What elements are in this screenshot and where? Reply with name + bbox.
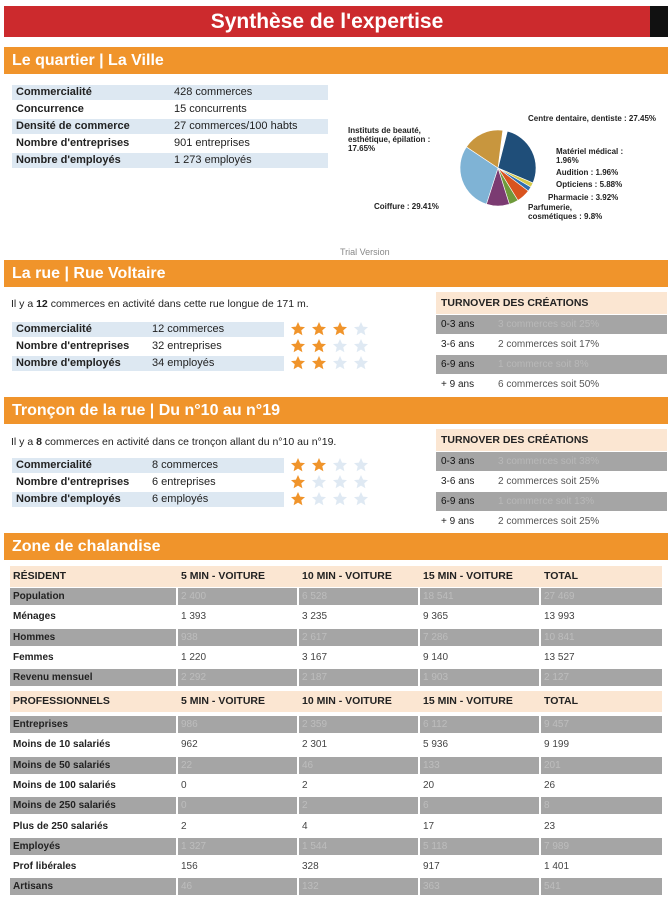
- rue-turnover-row: [436, 315, 667, 334]
- star-filled-icon: [311, 355, 327, 371]
- zone-cell: 133: [420, 757, 539, 774]
- zone-row-label: Moins de 100 salariés: [13, 779, 116, 791]
- star-filled-icon: [290, 338, 306, 354]
- rue-turnover-row: [436, 355, 667, 374]
- zone-cell: 9 365: [423, 611, 449, 623]
- zone-cell: 46: [178, 878, 297, 895]
- rue-row-value: 12 commerces: [148, 322, 284, 337]
- turnover-value: 1 commerce soit 13%: [498, 496, 595, 507]
- zone-cell: 9 457: [541, 716, 662, 733]
- turnover-value: 3 commerces soit 38%: [498, 456, 600, 467]
- zone-row-label: Prof libérales: [13, 861, 77, 873]
- star-empty-icon: [353, 474, 369, 490]
- turnover-period: + 9 ans: [441, 516, 475, 527]
- zone-cell: 1 401: [544, 861, 570, 873]
- rating-stars: [290, 491, 374, 507]
- troncon-row-label: Nombre d'employés: [12, 492, 148, 507]
- zone-cell: 1 903: [420, 669, 539, 686]
- zone-cell: 6 112: [420, 716, 539, 733]
- zone-cell: 2 400: [178, 588, 297, 605]
- quartier-row: [12, 136, 328, 151]
- zone-cell: 962: [181, 739, 198, 751]
- zone-cell: 9 199: [544, 739, 570, 751]
- zone-row-label: Employés: [10, 838, 176, 855]
- rue-row-label: Commercialité: [12, 322, 148, 337]
- rating-stars: [290, 321, 374, 337]
- troncon-row-value: 6 employés: [148, 492, 284, 507]
- troncon-row-value: 8 commerces: [148, 458, 284, 473]
- quartier-row-value: 27 commerces/100 habts: [172, 119, 328, 134]
- zone-cell: 26: [544, 779, 556, 791]
- rue-row-label: Nombre d'employés: [12, 356, 148, 371]
- star-empty-icon: [353, 321, 369, 337]
- troncon-intro: [11, 436, 336, 448]
- zone-cell: 13 527: [544, 651, 575, 663]
- zone-resident_head-header-row: [10, 566, 662, 587]
- troncon-row-value: 6 entreprises: [152, 476, 216, 488]
- zone-cell: 2 292: [178, 669, 297, 686]
- star-filled-icon: [311, 457, 327, 473]
- rue-intro-prefix: Il y a: [11, 298, 37, 310]
- troncon-turnover-row: [436, 512, 667, 531]
- zone-row-label: Hommes: [10, 629, 176, 646]
- star-filled-icon: [311, 338, 327, 354]
- rue-turnover-row: [436, 375, 667, 394]
- zone-pro_head-header-row: [10, 691, 662, 712]
- zone-cell: 986: [178, 716, 297, 733]
- troncon-intro-count: 8: [36, 436, 42, 448]
- quartier-row-label: Nombre d'employés: [12, 153, 172, 168]
- section-troncon-header: Tronçon de la rue | Du n°10 au n°19: [4, 397, 668, 424]
- turnover-period: 6-9 ans: [441, 359, 475, 370]
- zone-cell: 7 989: [541, 838, 662, 855]
- zone-cell: 13 993: [544, 611, 575, 623]
- troncon-row-label: Commercialité: [12, 458, 148, 473]
- turnover-value: 2 commerces soit 17%: [498, 339, 600, 350]
- zone-cell: 2 127: [541, 669, 662, 686]
- turnover-period: + 9 ans: [441, 379, 475, 390]
- section-rue-header: La rue | Rue Voltaire: [4, 260, 668, 287]
- star-filled-icon: [290, 491, 306, 507]
- zone-cell: 4: [302, 820, 308, 832]
- zone-cell: 1 220: [181, 651, 207, 663]
- zone-column-header: 10 MIN - VOITURE: [302, 570, 392, 582]
- troncon-row: [12, 475, 284, 490]
- star-filled-icon: [290, 321, 306, 337]
- zone-table-row: [10, 777, 662, 794]
- zone-cell: 0: [178, 797, 297, 814]
- zone-cell: 541: [541, 878, 662, 895]
- troncon-row: [12, 458, 284, 473]
- section-quartier-header: Le quartier | La Ville: [4, 47, 668, 74]
- rue-row-value: 32 entreprises: [152, 340, 222, 352]
- zone-table-row: [10, 629, 662, 646]
- zone-cell: 2 301: [302, 739, 328, 751]
- rue-row: [12, 356, 284, 371]
- star-empty-icon: [332, 338, 348, 354]
- turnover-value: 6 commerces soit 50%: [498, 379, 600, 390]
- zone-cell: 917: [423, 861, 440, 873]
- quartier-row-value: 1 273 employés: [172, 153, 328, 168]
- zone-cell: 17: [423, 820, 435, 832]
- pie-label-instituts: Instituts de beauté, esthétique, épilation : 17.65%: [348, 126, 431, 153]
- zone-cell: 23: [544, 820, 556, 832]
- zone-column-header: PROFESSIONNELS: [13, 695, 110, 707]
- pie-label-audition: Audition : 1.96%: [556, 168, 619, 177]
- star-empty-icon: [311, 491, 327, 507]
- star-filled-icon: [290, 457, 306, 473]
- zone-cell: 9 140: [423, 651, 449, 663]
- zone-column-header: 15 MIN - VOITURE: [423, 695, 513, 707]
- title-edge: [650, 6, 668, 37]
- pie-label-materiel: Matériel médical : 1.96%: [556, 147, 624, 165]
- zone-table-row: [10, 669, 662, 686]
- quartier-row-value: 15 concurrents: [174, 103, 247, 115]
- turnover-period: 0-3 ans: [441, 456, 475, 467]
- star-empty-icon: [353, 338, 369, 354]
- section-zone-header: Zone de chalandise: [4, 533, 668, 560]
- star-filled-icon: [290, 474, 306, 490]
- zone-cell: 18 541: [420, 588, 539, 605]
- quartier-row: [12, 153, 328, 168]
- star-filled-icon: [332, 321, 348, 337]
- turnover-period: 3-6 ans: [441, 339, 475, 350]
- quartier-row-label: Commercialité: [12, 85, 172, 100]
- zone-cell: 3 235: [302, 611, 328, 623]
- zone-row-label: Population: [10, 588, 176, 605]
- quartier-row: [12, 102, 328, 117]
- zone-cell: 7 286: [420, 629, 539, 646]
- rue-intro-count: 12: [36, 298, 48, 310]
- pie-label-parfumerie: Parfumerie, cosmétiques : 9.8%: [528, 203, 603, 221]
- zone-table-row: [10, 858, 662, 875]
- zone-cell: 5 936: [423, 739, 449, 751]
- pie-chart: [340, 112, 660, 227]
- zone-cell: 2 359: [299, 716, 418, 733]
- turnover-value: 2 commerces soit 25%: [498, 476, 600, 487]
- turnover-period: 0-3 ans: [441, 319, 475, 330]
- quartier-row-label: Nombre d'entreprises: [16, 137, 130, 149]
- zone-column-header: TOTAL: [544, 695, 579, 707]
- zone-row-label: Moins de 10 salariés: [13, 739, 111, 751]
- zone-table-row: [10, 588, 662, 605]
- rue-row: [12, 322, 284, 337]
- star-empty-icon: [353, 355, 369, 371]
- zone-cell: 2: [299, 797, 418, 814]
- quartier-row: [12, 119, 328, 134]
- rating-stars: [290, 457, 374, 473]
- rue-row-value: 34 employés: [148, 356, 284, 371]
- zone-row-label: Femmes: [13, 651, 54, 663]
- turnover-period: 3-6 ans: [441, 476, 475, 487]
- zone-table-row: [10, 757, 662, 774]
- quartier-row-value: 428 commerces: [172, 85, 328, 100]
- turnover-value: 1 commerce soit 8%: [498, 359, 589, 370]
- zone-row-label: Ménages: [13, 611, 56, 623]
- zone-table-row: [10, 838, 662, 855]
- troncon-row-label: Nombre d'entreprises: [16, 476, 130, 488]
- zone-cell: 1 544: [299, 838, 418, 855]
- zone-row-label: Artisans: [10, 878, 176, 895]
- zone-cell: 156: [181, 861, 198, 873]
- star-empty-icon: [332, 491, 348, 507]
- rating-stars: [290, 338, 374, 354]
- rating-stars: [290, 474, 374, 490]
- zone-row-label: Moins de 50 salariés: [10, 757, 176, 774]
- zone-cell: 6 528: [299, 588, 418, 605]
- zone-cell: 2 617: [299, 629, 418, 646]
- rue-turnover-row: [436, 335, 667, 354]
- zone-cell: 8: [541, 797, 662, 814]
- zone-row-label: Revenu mensuel: [10, 669, 176, 686]
- zone-column-header: 5 MIN - VOITURE: [181, 695, 266, 707]
- zone-cell: 938: [178, 629, 297, 646]
- page-title: Synthèse de l'expertise: [4, 6, 650, 37]
- zone-cell: 6: [420, 797, 539, 814]
- zone-cell: 27 469: [541, 588, 662, 605]
- quartier-row-label: Densité de commerce: [12, 119, 172, 134]
- zone-cell: 20: [423, 779, 435, 791]
- zone-table-row: [10, 736, 662, 753]
- pie-label-coiffure: Coiffure : 29.41%: [374, 202, 439, 211]
- zone-cell: 363: [420, 878, 539, 895]
- troncon-intro-prefix: Il y a: [11, 436, 37, 448]
- zone-cell: 1 327: [178, 838, 297, 855]
- zone-column-header: 5 MIN - VOITURE: [181, 570, 266, 582]
- zone-cell: 3 167: [302, 651, 328, 663]
- star-empty-icon: [353, 457, 369, 473]
- zone-row-label: Moins de 250 salariés: [10, 797, 176, 814]
- rue-row-label: Nombre d'entreprises: [16, 340, 130, 352]
- zone-cell: 201: [541, 757, 662, 774]
- rue-turnover-title: TURNOVER DES CRÉATIONS: [436, 292, 667, 314]
- zone-cell: 132: [299, 878, 418, 895]
- turnover-value: 2 commerces soit 25%: [498, 516, 600, 527]
- turnover-period: 6-9 ans: [441, 496, 475, 507]
- rue-intro: [11, 298, 309, 310]
- star-empty-icon: [332, 457, 348, 473]
- pie-label-opticiens: Opticiens : 5.88%: [556, 180, 623, 189]
- zone-row-label: Plus de 250 salariés: [13, 820, 109, 832]
- pie-label-dentaire: Centre dentaire, dentiste : 27.45%: [528, 114, 657, 123]
- zone-column-header: RÉSIDENT: [13, 570, 67, 582]
- zone-row-label: Entreprises: [10, 716, 176, 733]
- zone-column-header: 10 MIN - VOITURE: [302, 695, 392, 707]
- star-empty-icon: [332, 474, 348, 490]
- troncon-turnover-row: [436, 472, 667, 491]
- zone-cell: 22: [178, 757, 297, 774]
- zone-table-row: [10, 878, 662, 895]
- troncon-turnover-row: [436, 452, 667, 471]
- zone-cell: 2 187: [299, 669, 418, 686]
- zone-column-header: 15 MIN - VOITURE: [423, 570, 513, 582]
- zone-cell: 2: [302, 779, 308, 791]
- star-filled-icon: [290, 355, 306, 371]
- zone-table-row: [10, 649, 662, 666]
- zone-cell: 46: [299, 757, 418, 774]
- quartier-row-label: Concurrence: [16, 103, 84, 115]
- troncon-row: [12, 492, 284, 507]
- quartier-row-value: 901 entreprises: [174, 137, 250, 149]
- zone-cell: 2: [181, 820, 187, 832]
- zone-table-row: [10, 608, 662, 625]
- troncon-intro-suffix: commerces en activité dans ce tronçon allant du n°10 au n°19.: [41, 436, 337, 448]
- star-empty-icon: [332, 355, 348, 371]
- zone-cell: 10 841: [541, 629, 662, 646]
- zone-table-row: [10, 797, 662, 814]
- rue-intro-suffix: commerces en activité dans cette rue longue de 171 m.: [47, 298, 309, 310]
- quartier-row: [12, 85, 328, 100]
- rue-row: [12, 339, 284, 354]
- star-empty-icon: [311, 474, 327, 490]
- zone-cell: 328: [302, 861, 319, 873]
- zone-cell: 1 393: [181, 611, 207, 623]
- zone-column-header: TOTAL: [544, 570, 579, 582]
- star-filled-icon: [311, 321, 327, 337]
- turnover-value: 3 commerces soit 25%: [498, 319, 600, 330]
- troncon-turnover-row: [436, 492, 667, 511]
- star-empty-icon: [353, 491, 369, 507]
- zone-table-row: [10, 818, 662, 835]
- trial-watermark: Trial Version: [340, 247, 390, 257]
- zone-table-row: [10, 716, 662, 733]
- pie-label-pharmacie: Pharmacie : 3.92%: [548, 193, 619, 202]
- rating-stars: [290, 355, 374, 371]
- zone-cell: 0: [181, 779, 187, 791]
- zone-cell: 5 118: [420, 838, 539, 855]
- troncon-turnover-title: TURNOVER DES CRÉATIONS: [436, 429, 667, 451]
